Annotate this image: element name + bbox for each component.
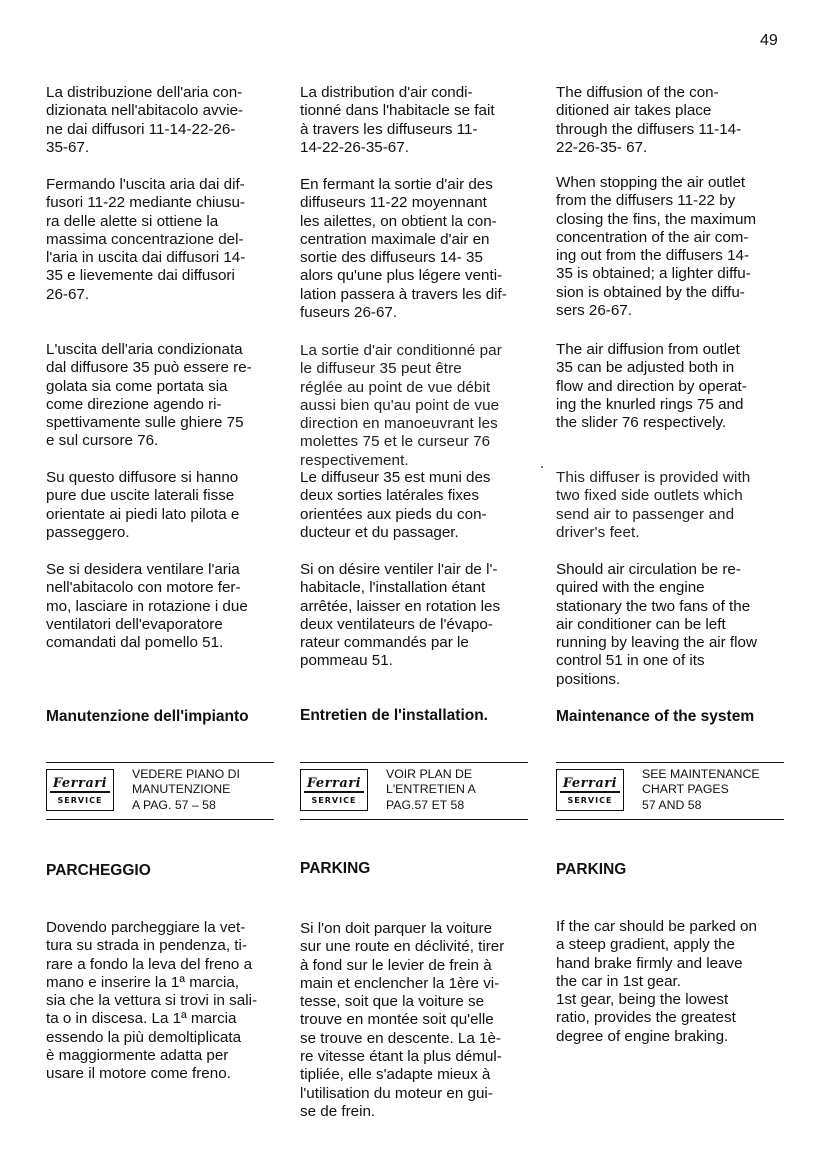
italian-paragraph-side-outlets: Su questo diffusore si hanno pure due uscite laterali fisse orientate ai piedi lato pilota e passeggero. bbox=[46, 469, 240, 541]
italian-service-box bbox=[46, 762, 274, 820]
italian-maintenance-heading: Manutenzione dell'impianto bbox=[46, 708, 249, 725]
italian-paragraph-air-distribution: La distribuzione dell'aria con- dizionata nell'abitacolo avvie- ne dai diffusori 11-14-22-26- 35-67. bbox=[46, 84, 244, 156]
page-number: 49 bbox=[760, 32, 778, 49]
english-service-text: SEE MAINTENANCE CHART PAGES 57 AND 58 bbox=[642, 767, 760, 812]
english-paragraph-outlet-35: The air diffusion from outlet 35 can be adjusted both in flow and direction by operat- ing the knurled rings 75 and the slider 76 respectively. bbox=[556, 341, 747, 432]
english-paragraph-fins: When stopping the air outlet from the diffusers 11-22 by closing the fins, the maximum concentration of the air com- ing out from the diffusers 14- 35 is obtained; a lighter diffu- sion is obtained by the diffu- sers 26-67. bbox=[556, 174, 757, 320]
english-service-box bbox=[556, 762, 784, 820]
english-parking-heading: PARKING bbox=[556, 861, 627, 878]
french-service-text: VOIR PLAN DE L'ENTRETIEN A PAG.57 ET 58 bbox=[386, 767, 476, 812]
french-paragraph-fins: En fermant la sortie d'air des diffuseurs 11-22 moyennant les ailettes, on obtient la con- centration maximale d'air en sortie des diffuseurs 14- 35 alors qu'une plus légere venti- lation passera à travers les dif- fuseurs 26-67. bbox=[300, 176, 507, 322]
english-paragraph-parking: If the car should be parked on a steep gradient, apply the hand brake firmly and leave the car in 1st gear. 1st gear, being the lowest ratio, provides the greatest degree of engine braking. bbox=[556, 918, 757, 1045]
ferrari-service-logo bbox=[46, 769, 114, 811]
italian-parking-heading: PARCHEGGIO bbox=[46, 862, 151, 879]
italian-paragraph-outlet-35: L'uscita dell'aria condizionata dal diffusore 35 può essere re- golata sia come portata sia come direzione agendo ri- spettivamente sulle ghiere 75 e sul cursore 76. bbox=[46, 341, 252, 450]
french-service-box bbox=[300, 762, 528, 820]
logo-brand: Ferrari bbox=[50, 776, 110, 793]
logo-service-label: SERVICE bbox=[567, 795, 613, 805]
ferrari-service-logo bbox=[556, 769, 624, 811]
french-paragraph-parking: Si l'on doit parquer la voiture sur une route en déclivité, tirer à fond sur le levier de frein à main et enclencher la 1ère vi- tesse, soit que la voiture se trouve en montée soit qu'elle se trouve en descente. La 1è- re vitesse étant la plus démul- tipliée, elle s'adapte mieux à l'utilisation du moteur en gui- se de frein. bbox=[300, 920, 505, 1120]
english-maintenance-heading: Maintenance of the system bbox=[556, 708, 755, 725]
logo-service-label: SERVICE bbox=[57, 795, 103, 805]
italian-paragraph-parking: Dovendo parcheggiare la vet- tura su strada in pendenza, ti- rare a fondo la leva del freno a mano e inserire la 1ª marcia, sia che la vettura si trovi in sali- ta o in discesa. La 1ª marcia essendo la più demoltiplicata è maggiormente adatta per usare il motore come freno. bbox=[46, 919, 258, 1083]
stray-mark bbox=[541, 466, 543, 468]
italian-paragraph-fins: Fermando l'uscita aria dai dif- fusori 11-22 mediante chiusu- ra delle alette si ottiene la massima concentrazione del- l'aria in uscita dai diffusori 14- 35 e lievemente dai diffusori 26-67. bbox=[46, 176, 246, 303]
italian-paragraph-ventilation: Se si desidera ventilare l'aria nell'abitacolo con motore fer- mo, lasciare in rotazione i due ventilatori dell'evaporatore comandati dal pomello 51. bbox=[46, 561, 248, 652]
logo-brand: Ferrari bbox=[304, 776, 364, 793]
french-paragraph-outlet-35: La sortie d'air conditionné par le diffuseur 35 peut être réglée au point de vue débit aussi bien qu'au point de vue direction en manoeuvrant les molettes 75 et le curseur 76 respectivement. bbox=[300, 342, 502, 469]
french-parking-heading: PARKING bbox=[300, 860, 371, 877]
english-paragraph-ventilation: Should air circulation be re- quired with the engine stationary the two fans of the air conditioner can be left running by leaving the air flow control 51 in one of its positions. bbox=[556, 561, 757, 688]
french-paragraph-air-distribution: La distribution d'air condi- tionné dans l'habitacle se fait à travers les diffuseurs 11- 14-22-26-35-67. bbox=[300, 84, 495, 156]
ferrari-service-logo bbox=[300, 769, 368, 811]
italian-service-text: VEDERE PIANO DI MANUTENZIONE A PAG. 57 – 58 bbox=[132, 767, 240, 812]
french-paragraph-side-outlets: Le diffuseur 35 est muni des deux sorties latérales fixes orientées aux pieds du con- ducteur et du passager. bbox=[300, 469, 491, 541]
french-maintenance-heading: Entretien de l'installation. bbox=[300, 707, 488, 724]
logo-service-label: SERVICE bbox=[311, 795, 357, 805]
french-paragraph-ventilation: Si on désire ventiler l'air de l'- habitacle, l'installation étant arrêtée, laisser en rotation les deux ventilateurs de l'évapo- rateur commandés par le pommeau 51. bbox=[300, 561, 501, 670]
english-paragraph-side-outlets: This diffuser is provided with two fixed side outlets which send air to passenger and driver's feet. bbox=[556, 469, 751, 541]
logo-brand: Ferrari bbox=[560, 776, 620, 793]
english-paragraph-air-distribution: The diffusion of the con- ditioned air takes place through the diffusers 11-14- 22-26-35- 67. bbox=[556, 84, 742, 156]
